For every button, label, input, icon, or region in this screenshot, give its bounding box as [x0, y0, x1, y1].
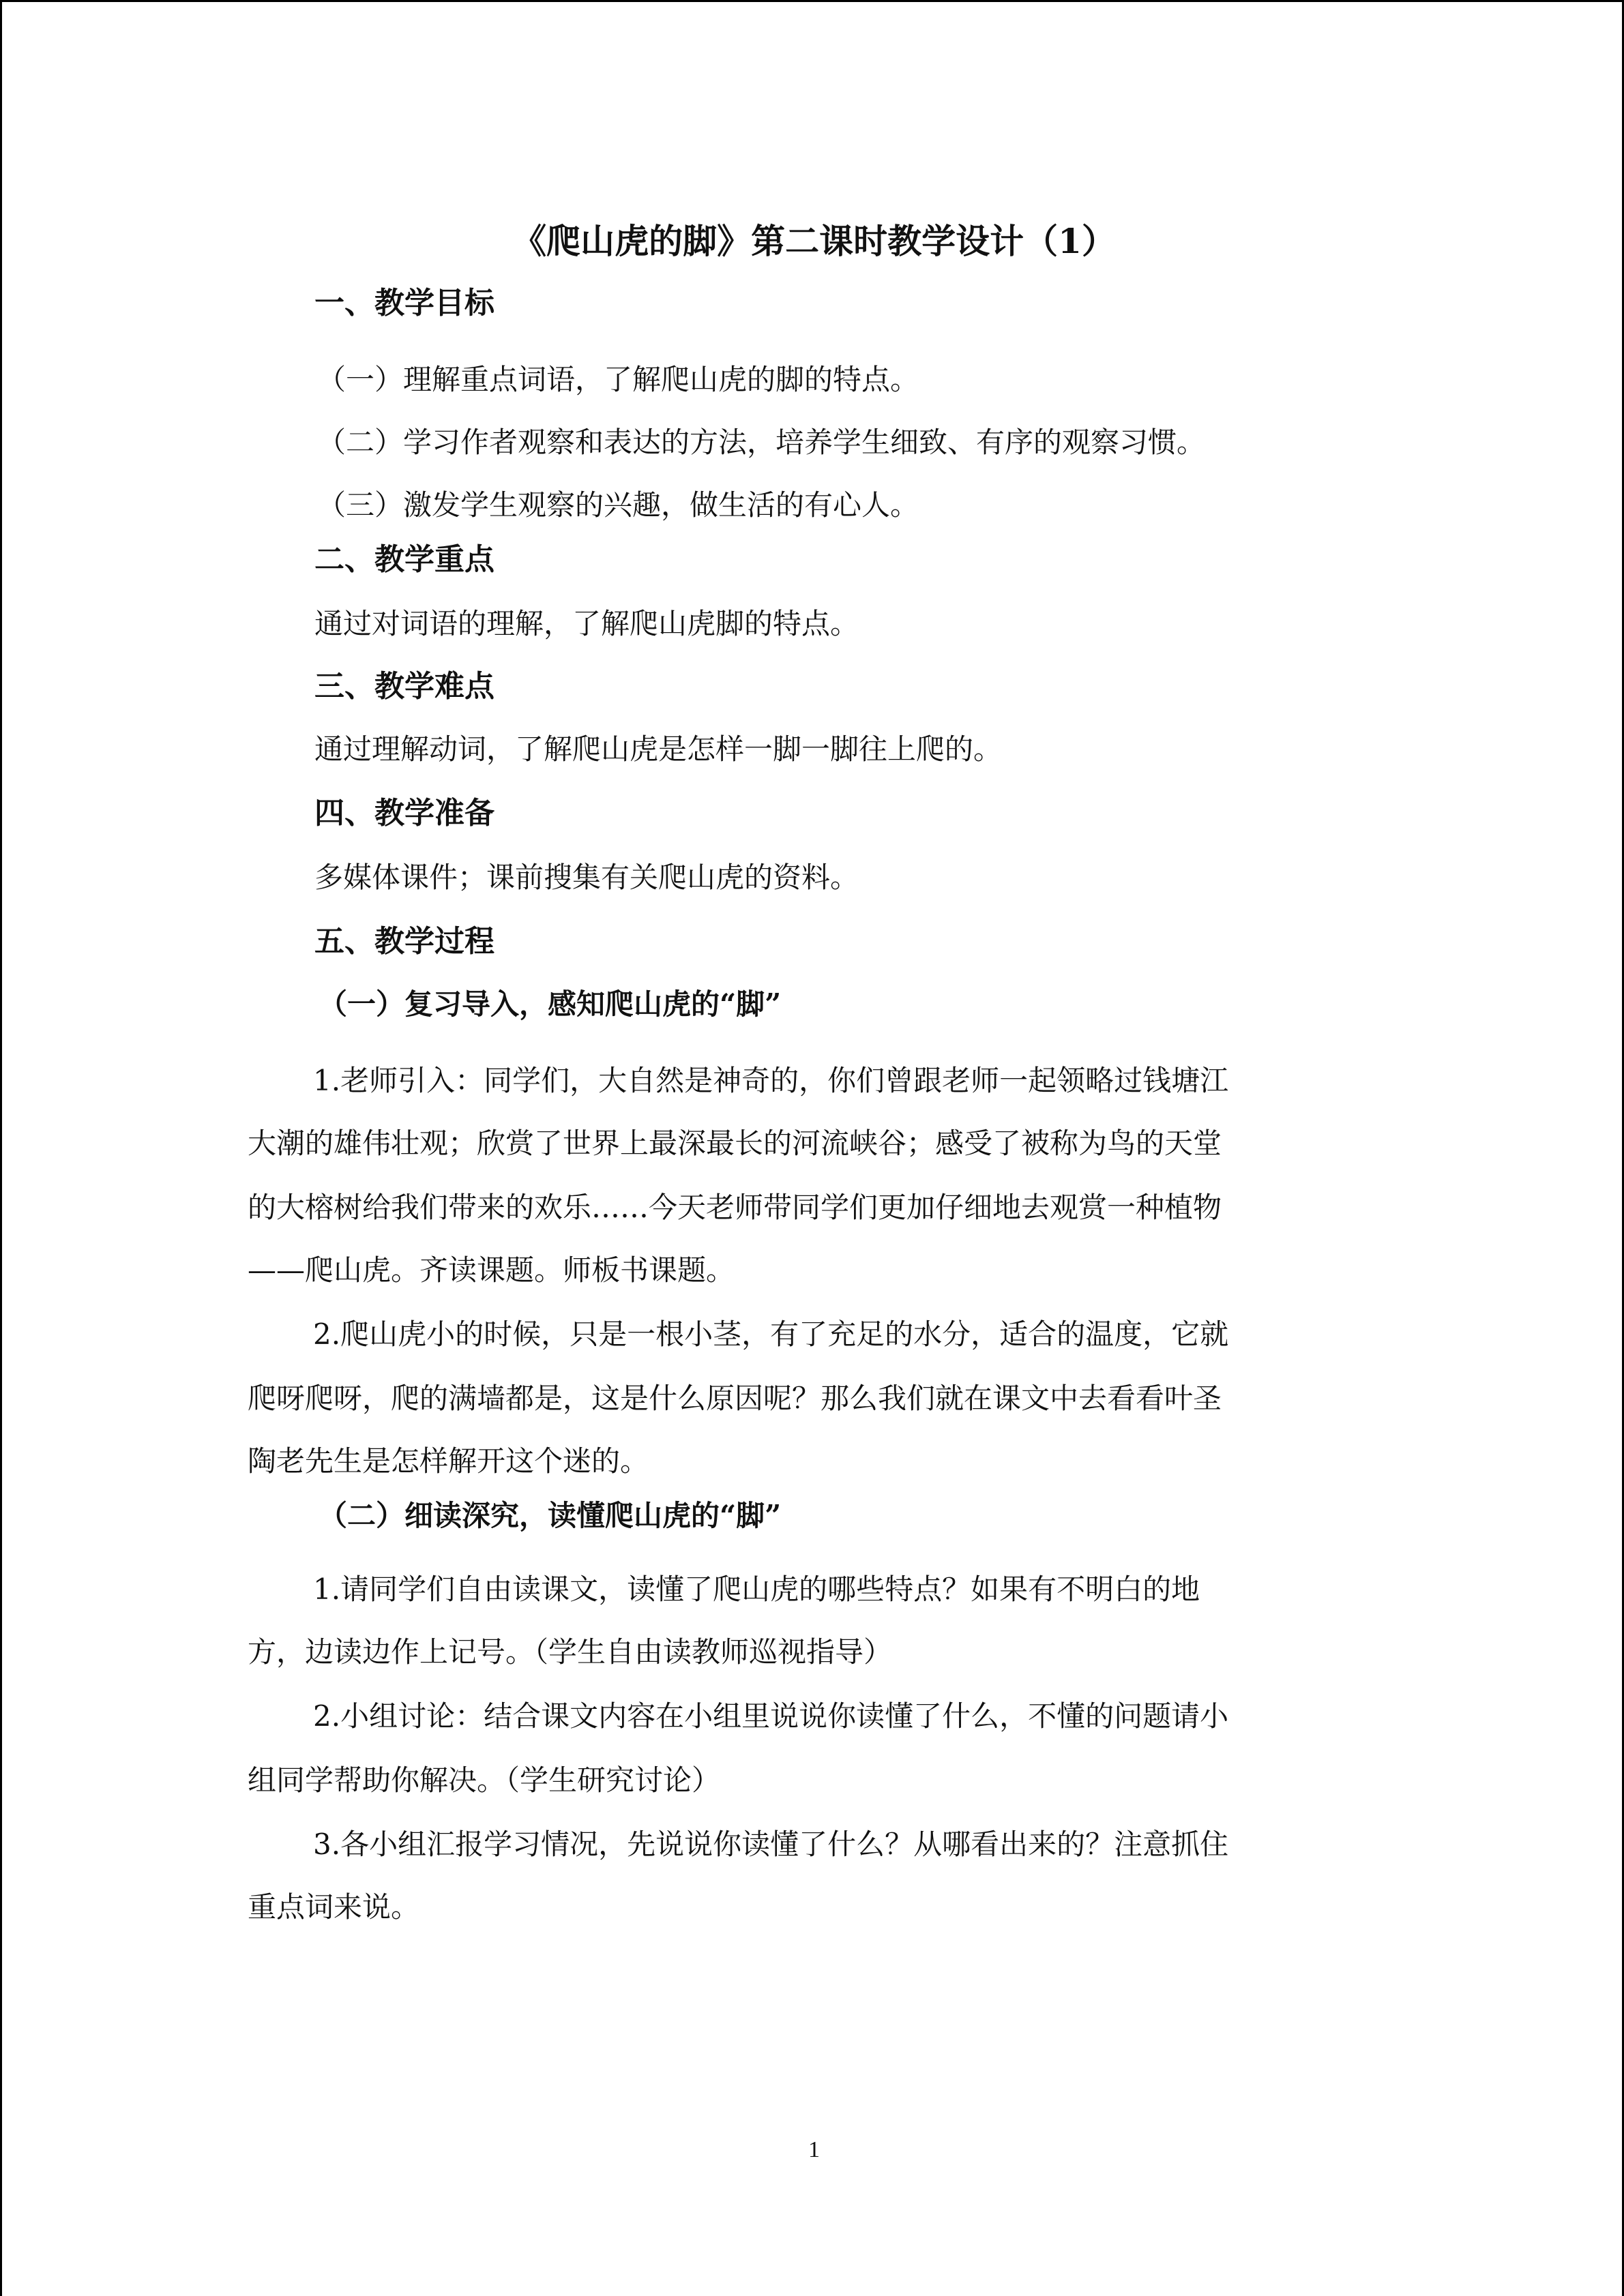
process-part2-heading: （二）细读深究，读懂爬山虎的“脚” — [319, 1499, 782, 1532]
part2-p1-line-1: 1.请同学们自由读课文，读懂了爬山虎的哪些特点？如果有不明白的地 — [313, 1572, 1200, 1606]
heading-process: 五、教学过程 — [314, 924, 494, 959]
process-part1-heading: （一）复习导入，感知爬山虎的“脚” — [319, 987, 782, 1021]
heading-focus: 二、教学重点 — [314, 542, 494, 577]
document-title: 《爬山虎的脚》第二课时教学设计（1） — [512, 221, 1116, 261]
heading-goals: 一、教学目标 — [314, 286, 494, 320]
heading-difficulty: 三、教学难点 — [314, 669, 494, 704]
goal-item-1: （一）理解重点词语，了解爬山虎的脚的特点。 — [317, 363, 919, 396]
part2-p1-line-2: 方，边读边作上记号。（学生自由读教师巡视指导） — [248, 1635, 893, 1669]
goal-item-3: （三）激发学生观察的兴趣，做生活的有心人。 — [317, 488, 919, 522]
difficulty-text: 通过理解动词，了解爬山虎是怎样一脚一脚往上爬的。 — [314, 732, 1003, 766]
focus-text: 通过对词语的理解，了解爬山虎脚的特点。 — [314, 607, 859, 640]
part1-p2-line-2: 爬呀爬呀，爬的满墙都是，这是什么原因呢？那么我们就在课文中去看看叶圣 — [248, 1382, 1222, 1415]
goal-item-2: （二）学习作者观察和表达的方法，培养学生细致、有序的观察习惯。 — [317, 426, 1206, 459]
heading-preparation: 四、教学准备 — [314, 796, 494, 831]
preparation-text: 多媒体课件；课前搜集有关爬山虎的资料。 — [314, 861, 859, 894]
part1-p1-line-1: 1.老师引入：同学们，大自然是神奇的，你们曾跟老师一起领略过钱塘江 — [313, 1064, 1229, 1097]
part1-p1-line-3: 的大榕树给我们带来的欢乐……今天老师带同学们更加仔细地去观赏一种植物 — [248, 1191, 1222, 1224]
part2-p3-line-1: 3.各小组汇报学习情况，先说说你读懂了什么？从哪看出来的？注意抓住 — [313, 1828, 1229, 1861]
part2-p2-line-2: 组同学帮助你解决。（学生研究讨论） — [248, 1763, 721, 1797]
part1-p2-line-1: 2.爬山虎小的时候，只是一根小茎，有了充足的水分，适合的温度，它就 — [313, 1317, 1229, 1351]
part2-p3-line-2: 重点词来说。 — [248, 1890, 420, 1924]
part1-p1-line-2: 大潮的雄伟壮观；欣赏了世界上最深最长的河流峡谷；感受了被称为鸟的天堂 — [248, 1127, 1222, 1160]
page-number: 1 — [808, 2137, 820, 2162]
part1-p1-line-4: ——爬山虎。齐读课题。师板书课题。 — [248, 1253, 735, 1287]
part1-p2-line-3: 陶老先生是怎样解开这个迷的。 — [248, 1444, 649, 1478]
part2-p2-line-1: 2.小组讨论：结合课文内容在小组里说说你读懂了什么，不懂的问题请小 — [313, 1699, 1229, 1733]
